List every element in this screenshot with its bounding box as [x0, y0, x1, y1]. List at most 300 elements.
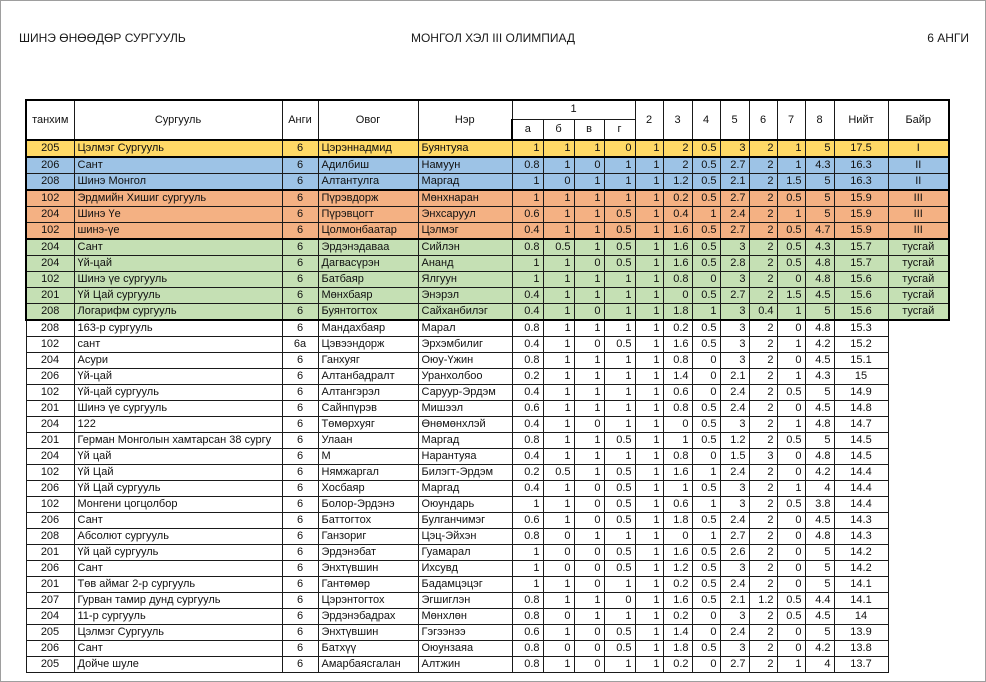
cell-total: 15.9 [834, 190, 888, 207]
cell-score-5: 1 [635, 256, 663, 272]
cell-score-9: 2 [749, 369, 777, 385]
cell-grade: 6 [282, 140, 318, 157]
cell-grade: 6 [282, 497, 318, 513]
cell-room: 206 [26, 157, 74, 174]
cell-school: Үй цай сургууль [74, 545, 282, 561]
cell-score-5: 1 [635, 239, 663, 256]
cell-score-8: 2.1 [720, 369, 749, 385]
cell-score-2: 0 [543, 545, 574, 561]
cell-surname: Нямжаргал [318, 465, 418, 481]
cell-score-4: 1 [604, 577, 635, 593]
cell-score-5: 1 [635, 561, 663, 577]
cell-score-8: 3 [720, 417, 749, 433]
cell-rank: тусгай [888, 272, 949, 288]
cell-score-1: 1 [512, 272, 543, 288]
cell-score-5: 1 [635, 465, 663, 481]
cell-room: 204 [26, 417, 74, 433]
cell-score-9: 2 [749, 417, 777, 433]
header-q1b: б [543, 119, 574, 140]
cell-score-4: 1 [604, 174, 635, 191]
cell-score-3: 1 [574, 369, 604, 385]
cell-total: 14.4 [834, 481, 888, 497]
cell-score-6: 1.2 [663, 174, 692, 191]
cell-score-7: 0.5 [692, 157, 720, 174]
header-name: Нэр [418, 100, 512, 140]
cell-room: 201 [26, 433, 74, 449]
cell-score-1: 0.8 [512, 529, 543, 545]
table-row [26, 513, 949, 529]
cell-school: Үй-цай [74, 256, 282, 272]
table-row [26, 223, 949, 240]
cell-name: Өнөмөнхлэй [418, 417, 512, 433]
cell-score-1: 1 [512, 140, 543, 157]
cell-score-4: 0.5 [604, 641, 635, 657]
table-row [26, 593, 949, 609]
cell-name: Мөнхлөн [418, 609, 512, 625]
cell-score-1: 0.8 [512, 657, 543, 673]
cell-score-5: 1 [635, 609, 663, 625]
cell-score-3: 0 [574, 641, 604, 657]
cell-room: 102 [26, 465, 74, 481]
cell-score-11: 4.3 [805, 369, 834, 385]
cell-score-4: 1 [604, 449, 635, 465]
cell-rank: тусгай [888, 304, 949, 321]
cell-total: 15.7 [834, 256, 888, 272]
cell-surname: Цэвээндорж [318, 337, 418, 353]
cell-score-3: 0 [574, 256, 604, 272]
cell-score-6: 0.4 [663, 207, 692, 223]
cell-score-4: 0.5 [604, 337, 635, 353]
table-row [26, 353, 949, 369]
cell-score-10: 1.5 [777, 288, 805, 304]
cell-score-6: 0.6 [663, 497, 692, 513]
cell-score-4: 0.5 [604, 561, 635, 577]
cell-school: Монгени цогцолбор [74, 497, 282, 513]
document-title: МОНГОЛ ХЭЛ III ОЛИМПИАД [410, 31, 576, 45]
table-row [26, 481, 949, 497]
cell-grade: 6 [282, 207, 318, 223]
cell-surname: Эрдэнэбат [318, 545, 418, 561]
cell-grade: 6 [282, 529, 318, 545]
cell-school: Үй Цай [74, 465, 282, 481]
cell-score-4: 1 [604, 288, 635, 304]
cell-score-4: 0.5 [604, 239, 635, 256]
cell-score-6: 0.6 [663, 385, 692, 401]
cell-score-1: 1 [512, 497, 543, 513]
cell-grade: 6 [282, 449, 318, 465]
cell-score-8: 3 [720, 337, 749, 353]
cell-room: 205 [26, 140, 74, 157]
cell-room: 102 [26, 190, 74, 207]
cell-score-9: 2 [749, 401, 777, 417]
cell-score-5: 1 [635, 304, 663, 321]
cell-score-8: 2.4 [720, 465, 749, 481]
cell-rank [888, 593, 949, 609]
cell-surname: Цолмонбаатар [318, 223, 418, 240]
cell-score-9: 2 [749, 353, 777, 369]
cell-score-3: 1 [574, 433, 604, 449]
cell-surname: Эрдэнэбадрах [318, 609, 418, 625]
cell-score-5: 1 [635, 641, 663, 657]
cell-score-4: 0.5 [604, 256, 635, 272]
cell-score-2: 1 [543, 288, 574, 304]
cell-score-6: 0.2 [663, 657, 692, 673]
cell-total: 14.4 [834, 497, 888, 513]
header-question3: 3 [663, 100, 692, 140]
cell-score-6: 1.8 [663, 304, 692, 321]
table-row [26, 433, 949, 449]
cell-score-11: 4.5 [805, 609, 834, 625]
cell-grade: 6 [282, 561, 318, 577]
cell-score-9: 2 [749, 140, 777, 157]
cell-total: 14.9 [834, 385, 888, 401]
table-row [26, 304, 949, 321]
cell-score-3: 1 [574, 239, 604, 256]
cell-score-9: 2 [749, 337, 777, 353]
cell-score-11: 4.5 [805, 353, 834, 369]
cell-score-3: 0 [574, 304, 604, 321]
cell-score-3: 1 [574, 207, 604, 223]
cell-score-3: 0 [574, 497, 604, 513]
cell-grade: 6 [282, 353, 318, 369]
header-question2: 2 [635, 100, 663, 140]
cell-score-11: 5 [805, 625, 834, 641]
cell-room: 207 [26, 593, 74, 609]
cell-name: Сайханбилэг [418, 304, 512, 321]
cell-score-10: 0.5 [777, 609, 805, 625]
cell-score-11: 5 [805, 545, 834, 561]
cell-score-9: 2 [749, 513, 777, 529]
table-row [26, 625, 949, 641]
cell-score-6: 1.6 [663, 593, 692, 609]
cell-grade: 6 [282, 625, 318, 641]
cell-score-9: 2 [749, 256, 777, 272]
cell-score-1: 0.2 [512, 465, 543, 481]
cell-total: 16.3 [834, 157, 888, 174]
cell-score-3: 1 [574, 529, 604, 545]
cell-score-7: 0 [692, 609, 720, 625]
cell-score-9: 2 [749, 641, 777, 657]
cell-grade: 6 [282, 174, 318, 191]
cell-surname: М [318, 449, 418, 465]
cell-rank [888, 401, 949, 417]
cell-score-3: 0 [574, 157, 604, 174]
cell-score-9: 2 [749, 174, 777, 191]
cell-school: Логарифм сургууль [74, 304, 282, 321]
cell-score-9: 2 [749, 609, 777, 625]
cell-score-4: 0.5 [604, 545, 635, 561]
cell-rank: тусгай [888, 288, 949, 304]
cell-score-4: 1 [604, 320, 635, 337]
cell-name: Мөнхнаран [418, 190, 512, 207]
cell-name: Оюунзаяа [418, 641, 512, 657]
cell-score-7: 1 [692, 529, 720, 545]
cell-score-1: 0.4 [512, 385, 543, 401]
cell-score-9: 2 [749, 320, 777, 337]
cell-room: 205 [26, 657, 74, 673]
cell-score-6: 0.8 [663, 449, 692, 465]
cell-score-5: 1 [635, 401, 663, 417]
cell-surname: Болор-Эрдэнэ [318, 497, 418, 513]
cell-surname: Батхүү [318, 641, 418, 657]
cell-score-10: 0 [777, 272, 805, 288]
cell-surname: Эрдэнэдаваа [318, 239, 418, 256]
cell-room: 204 [26, 256, 74, 272]
cell-score-7: 0 [692, 449, 720, 465]
cell-score-8: 3 [720, 641, 749, 657]
cell-surname: Энхтүвшин [318, 625, 418, 641]
cell-score-11: 4.8 [805, 320, 834, 337]
cell-score-10: 0 [777, 320, 805, 337]
cell-score-9: 2 [749, 272, 777, 288]
cell-score-10: 0.5 [777, 497, 805, 513]
cell-score-8: 2.7 [720, 157, 749, 174]
cell-grade: 6 [282, 256, 318, 272]
table-row [26, 609, 949, 625]
cell-school: Цэлмэг Сургууль [74, 140, 282, 157]
cell-total: 13.7 [834, 657, 888, 673]
cell-score-6: 0.2 [663, 577, 692, 593]
table-row [26, 641, 949, 657]
cell-rank: тусгай [888, 239, 949, 256]
cell-score-11: 4.7 [805, 223, 834, 240]
cell-name: Булганчимэг [418, 513, 512, 529]
cell-surname: Энхтүвшин [318, 561, 418, 577]
cell-school: Төв аймаг 2-р сургууль [74, 577, 282, 593]
cell-score-10: 0.5 [777, 385, 805, 401]
cell-score-7: 0.5 [692, 593, 720, 609]
cell-grade: 6 [282, 272, 318, 288]
cell-score-5: 1 [635, 513, 663, 529]
table-row [26, 529, 949, 545]
cell-grade: 6 [282, 641, 318, 657]
cell-score-1: 0.8 [512, 239, 543, 256]
cell-score-4: 0.5 [604, 207, 635, 223]
header-grade: Анги [282, 100, 318, 140]
cell-score-10: 0.5 [777, 593, 805, 609]
cell-total: 14.2 [834, 545, 888, 561]
cell-school: Герман Монголын хамтарсан 38 сургу [74, 433, 282, 449]
cell-score-9: 2 [749, 157, 777, 174]
cell-score-5: 1 [635, 140, 663, 157]
cell-grade: 6 [282, 593, 318, 609]
cell-total: 15.9 [834, 207, 888, 223]
cell-name: Маргад [418, 174, 512, 191]
cell-score-11: 5 [805, 577, 834, 593]
cell-score-9: 2 [749, 481, 777, 497]
cell-score-3: 0 [574, 417, 604, 433]
cell-score-6: 1.4 [663, 369, 692, 385]
cell-score-3: 1 [574, 593, 604, 609]
cell-school: Сант [74, 641, 282, 657]
cell-grade: 6 [282, 385, 318, 401]
cell-score-7: 0.5 [692, 256, 720, 272]
cell-score-4: 1 [604, 353, 635, 369]
cell-score-3: 1 [574, 320, 604, 337]
cell-score-11: 4 [805, 657, 834, 673]
cell-score-7: 0 [692, 625, 720, 641]
cell-score-11: 4.2 [805, 641, 834, 657]
cell-name: Энхсаруул [418, 207, 512, 223]
cell-surname: Гантөмөр [318, 577, 418, 593]
cell-name: Гэгээнээ [418, 625, 512, 641]
cell-school: Абсолют сургууль [74, 529, 282, 545]
cell-name: Марал [418, 320, 512, 337]
cell-score-1: 1 [512, 256, 543, 272]
cell-total: 15.6 [834, 304, 888, 321]
cell-score-1: 0.8 [512, 641, 543, 657]
cell-score-9: 0.4 [749, 304, 777, 321]
cell-score-8: 3 [720, 353, 749, 369]
cell-surname: Цэрэннадмид [318, 140, 418, 157]
header-question6: 6 [749, 100, 777, 140]
cell-score-7: 0.5 [692, 140, 720, 157]
cell-score-8: 3 [720, 239, 749, 256]
table-row [26, 401, 949, 417]
cell-surname: Мандахбаяр [318, 320, 418, 337]
document-header-left: ШИНЭ ӨНӨӨДӨР СУРГУУЛЬ [19, 31, 186, 45]
cell-rank: I [888, 140, 949, 157]
table-row [26, 239, 949, 256]
cell-school: Үй Цай сургууль [74, 481, 282, 497]
cell-school: Сант [74, 239, 282, 256]
cell-name: Оюу-Үжин [418, 353, 512, 369]
cell-total: 15.7 [834, 239, 888, 256]
cell-score-8: 3 [720, 272, 749, 288]
cell-score-7: 0.5 [692, 223, 720, 240]
table-row [26, 577, 949, 593]
cell-score-9: 2 [749, 190, 777, 207]
cell-score-10: 0 [777, 641, 805, 657]
cell-score-5: 1 [635, 157, 663, 174]
cell-total: 15.6 [834, 288, 888, 304]
cell-grade: 6 [282, 513, 318, 529]
cell-score-9: 2 [749, 561, 777, 577]
cell-surname: Амарбаясгалан [318, 657, 418, 673]
cell-score-3: 1 [574, 190, 604, 207]
cell-score-2: 1 [543, 401, 574, 417]
cell-score-3: 1 [574, 272, 604, 288]
cell-score-8: 2.4 [720, 401, 749, 417]
cell-rank [888, 497, 949, 513]
cell-total: 14.5 [834, 433, 888, 449]
cell-score-2: 1 [543, 369, 574, 385]
cell-total: 14.4 [834, 465, 888, 481]
cell-name: Оюундарь [418, 497, 512, 513]
header-total: Нийт [834, 100, 888, 140]
cell-score-2: 1 [543, 190, 574, 207]
cell-school: шинэ-үе [74, 223, 282, 240]
cell-score-4: 1 [604, 369, 635, 385]
cell-score-10: 0.5 [777, 239, 805, 256]
cell-score-9: 2 [749, 497, 777, 513]
cell-score-10: 1 [777, 481, 805, 497]
cell-score-8: 2.1 [720, 593, 749, 609]
cell-name: Уранхолбоо [418, 369, 512, 385]
cell-room: 206 [26, 561, 74, 577]
cell-score-7: 1 [692, 465, 720, 481]
cell-score-8: 2.4 [720, 577, 749, 593]
cell-surname: Адилбиш [318, 157, 418, 174]
cell-room: 102 [26, 497, 74, 513]
cell-score-8: 2.6 [720, 545, 749, 561]
cell-rank [888, 577, 949, 593]
cell-score-7: 0.5 [692, 239, 720, 256]
cell-score-7: 0 [692, 353, 720, 369]
cell-score-4: 0.5 [604, 625, 635, 641]
cell-grade: 6 [282, 288, 318, 304]
cell-score-1: 0.8 [512, 157, 543, 174]
cell-grade: 6 [282, 190, 318, 207]
cell-grade: 6 [282, 401, 318, 417]
cell-score-1: 1 [512, 561, 543, 577]
cell-score-10: 1 [777, 417, 805, 433]
cell-grade: 6 [282, 320, 318, 337]
cell-total: 15 [834, 369, 888, 385]
cell-room: 208 [26, 529, 74, 545]
header-question5: 5 [720, 100, 749, 140]
cell-score-11: 5 [805, 385, 834, 401]
cell-score-1: 0.4 [512, 304, 543, 321]
cell-score-11: 4.8 [805, 529, 834, 545]
cell-score-4: 1 [604, 190, 635, 207]
cell-score-6: 1 [663, 433, 692, 449]
cell-score-8: 3 [720, 320, 749, 337]
cell-total: 14.5 [834, 449, 888, 465]
cell-room: 201 [26, 401, 74, 417]
cell-score-3: 0 [574, 561, 604, 577]
cell-score-2: 1 [543, 481, 574, 497]
table-row [26, 190, 949, 207]
cell-score-7: 0.5 [692, 641, 720, 657]
cell-score-2: 1 [543, 256, 574, 272]
cell-name: Цэц-Эйхэн [418, 529, 512, 545]
cell-score-7: 1 [692, 304, 720, 321]
cell-score-1: 0.6 [512, 207, 543, 223]
cell-score-11: 4.8 [805, 449, 834, 465]
cell-score-8: 2.4 [720, 513, 749, 529]
cell-room: 206 [26, 513, 74, 529]
cell-score-11: 4.2 [805, 465, 834, 481]
cell-score-3: 1 [574, 174, 604, 191]
cell-room: 205 [26, 625, 74, 641]
cell-room: 204 [26, 449, 74, 465]
cell-room: 208 [26, 304, 74, 321]
cell-rank [888, 529, 949, 545]
cell-school: Шинэ Монгол [74, 174, 282, 191]
cell-name: Ялгуун [418, 272, 512, 288]
cell-score-1: 0.2 [512, 369, 543, 385]
cell-score-9: 2 [749, 625, 777, 641]
table-row [26, 369, 949, 385]
cell-score-3: 0 [574, 337, 604, 353]
cell-score-10: 1.5 [777, 174, 805, 191]
cell-score-4: 0.5 [604, 513, 635, 529]
table-row [26, 288, 949, 304]
cell-rank [888, 320, 949, 337]
cell-surname: Мөнхбаяр [318, 288, 418, 304]
cell-rank [888, 465, 949, 481]
cell-score-10: 0 [777, 401, 805, 417]
cell-rank [888, 449, 949, 465]
table-row [26, 657, 949, 673]
cell-score-8: 1.5 [720, 449, 749, 465]
cell-score-4: 1 [604, 657, 635, 673]
cell-room: 102 [26, 223, 74, 240]
cell-score-10: 1 [777, 657, 805, 673]
cell-score-6: 2 [663, 157, 692, 174]
cell-total: 15.3 [834, 320, 888, 337]
